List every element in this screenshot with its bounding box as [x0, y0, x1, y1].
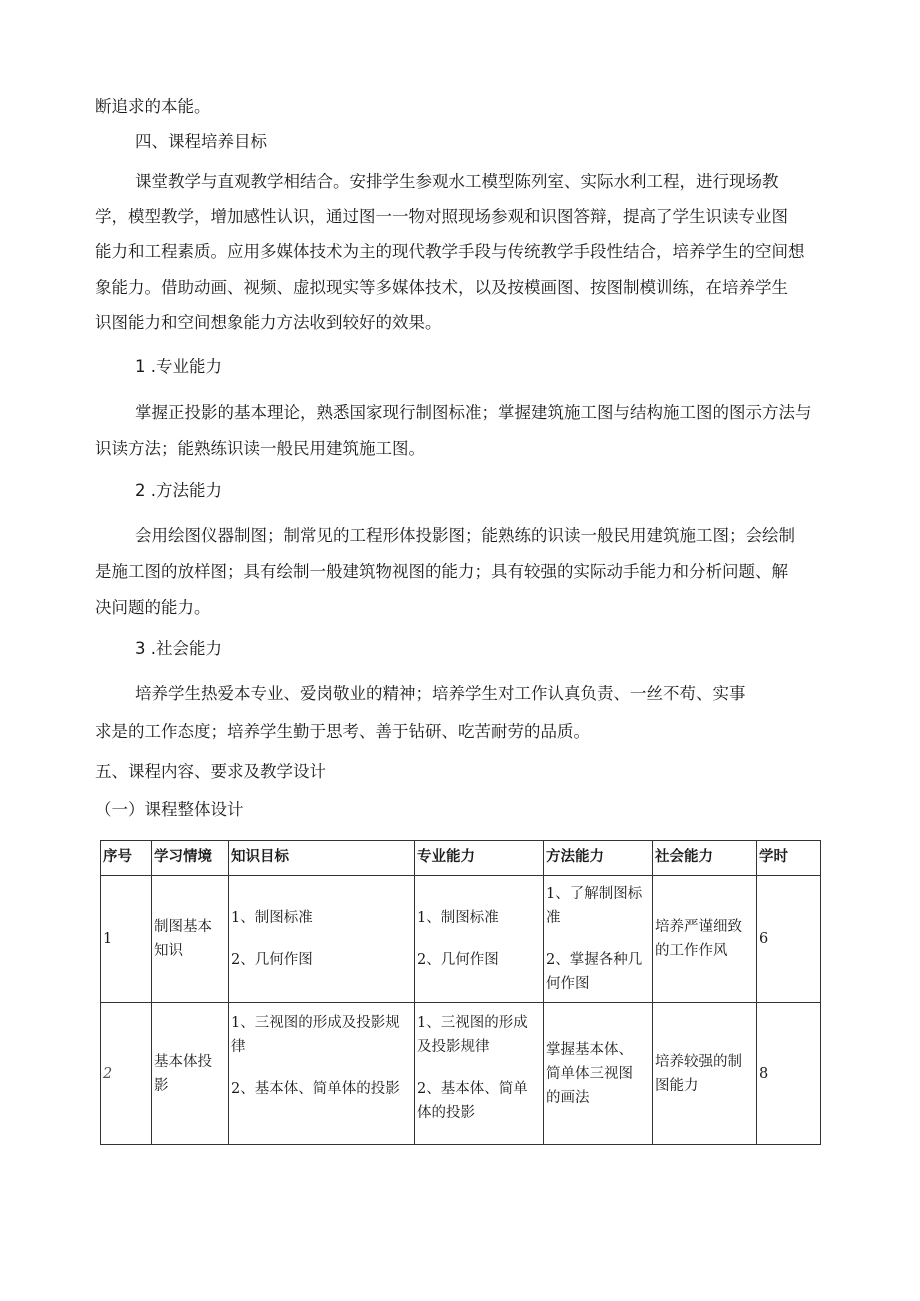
paragraph-line: 会用绘图仪器制图；制常见的工程形体投影图；能熟练的识读一般民用建筑施工图；会绘制 — [135, 526, 795, 545]
section-heading-4: 四、课程培养目标 — [135, 132, 267, 151]
paragraph-line: 识图能力和空间想象能力方法收到较好的效果。 — [95, 313, 442, 332]
subheading-social: 3 .社会能力 — [135, 639, 222, 658]
header-cell: 序号 — [101, 841, 152, 876]
subsection-heading: （一）课程整体设计 — [95, 800, 244, 819]
paragraph-line: 决问题的能力。 — [95, 598, 211, 617]
table-header-row — [101, 841, 821, 876]
header-cell: 学时 — [757, 841, 821, 876]
paragraph-line: 求是的工作态度；培养学生勤于思考、善于钻研、吃苦耐劳的品质。 — [95, 722, 590, 741]
cell-method: 掌握基本体、 简单体三视图 的画法 — [544, 1003, 653, 1145]
cell-social: 培养严谨细致 的工作作风 — [653, 876, 757, 1003]
paragraph-line: 是施工图的放样图；具有绘制一般建筑物视图的能力；具有较强的实际动手能力和分析问题、解 — [95, 562, 788, 581]
paragraph-line: 掌握正投影的基本理论，熟悉国家现行制图标准；掌握建筑施工图与结构施工图的图示方法与 — [135, 403, 812, 422]
header-cell: 学习情境 — [152, 841, 229, 876]
cell-method: 1、了解制图标 准 2、掌握各种几 何作图 — [544, 876, 653, 1003]
table-row — [101, 876, 821, 1003]
paragraph-line: 学，模型教学，增加感性认识，通过图一一物对照现场参观和识图答辩，提高了学生识读专业图 — [95, 207, 788, 226]
cell-professional: 1、三视图的形成 及投影规律 2、基本体、简单 体的投影 — [415, 1003, 544, 1145]
header-cell: 社会能力 — [653, 841, 757, 876]
cell-knowledge: 1、制图标准 2、几何作图 — [229, 876, 415, 1003]
paragraph-line: 培养学生热爱本专业、爱岗敬业的精神；培养学生对工作认真负责、一丝不苟、实事 — [135, 684, 746, 703]
cell-professional: 1、制图标准 2、几何作图 — [415, 876, 544, 1003]
text-line: 断追求的本能。 — [95, 97, 211, 116]
table-row — [101, 1003, 821, 1145]
course-design-table — [100, 840, 821, 1145]
cell-situation: 基本体投 影 — [152, 1003, 229, 1145]
subheading-method: 2 .方法能力 — [135, 481, 222, 500]
cell-no: 2 — [101, 1003, 152, 1145]
cell-no: 1 — [101, 876, 152, 1003]
paragraph-line: 象能力。借助动画、视频、虚拟现实等多媒体技术，以及按模画图、按图制模训练，在培养学生 — [95, 278, 788, 297]
paragraph-line: 能力和工程素质。应用多媒体技术为主的现代教学手段与传统教学手段性结合，培养学生的空间想 — [95, 242, 805, 261]
paragraph-line: 识读方法；能熟练识读一般民用建筑施工图。 — [95, 439, 425, 458]
cell-knowledge: 1、三视图的形成及投影规 律 2、基本体、简单体的投影 — [229, 1003, 415, 1145]
cell-situation: 制图基本 知识 — [152, 876, 229, 1003]
header-cell: 方法能力 — [544, 841, 653, 876]
header-cell: 知识目标 — [229, 841, 415, 876]
subheading-professional: 1 .专业能力 — [135, 357, 222, 376]
cell-hours: 6 — [757, 876, 821, 1003]
paragraph-line: 课堂教学与直观教学相结合。安排学生参观水工模型陈列室、实际水利工程，进行现场教 — [135, 172, 779, 191]
section-heading-5: 五、课程内容、要求及教学设计 — [95, 762, 326, 781]
cell-social: 培养较强的制 图能力 — [653, 1003, 757, 1145]
cell-hours: 8 — [757, 1003, 821, 1145]
header-cell: 专业能力 — [415, 841, 544, 876]
